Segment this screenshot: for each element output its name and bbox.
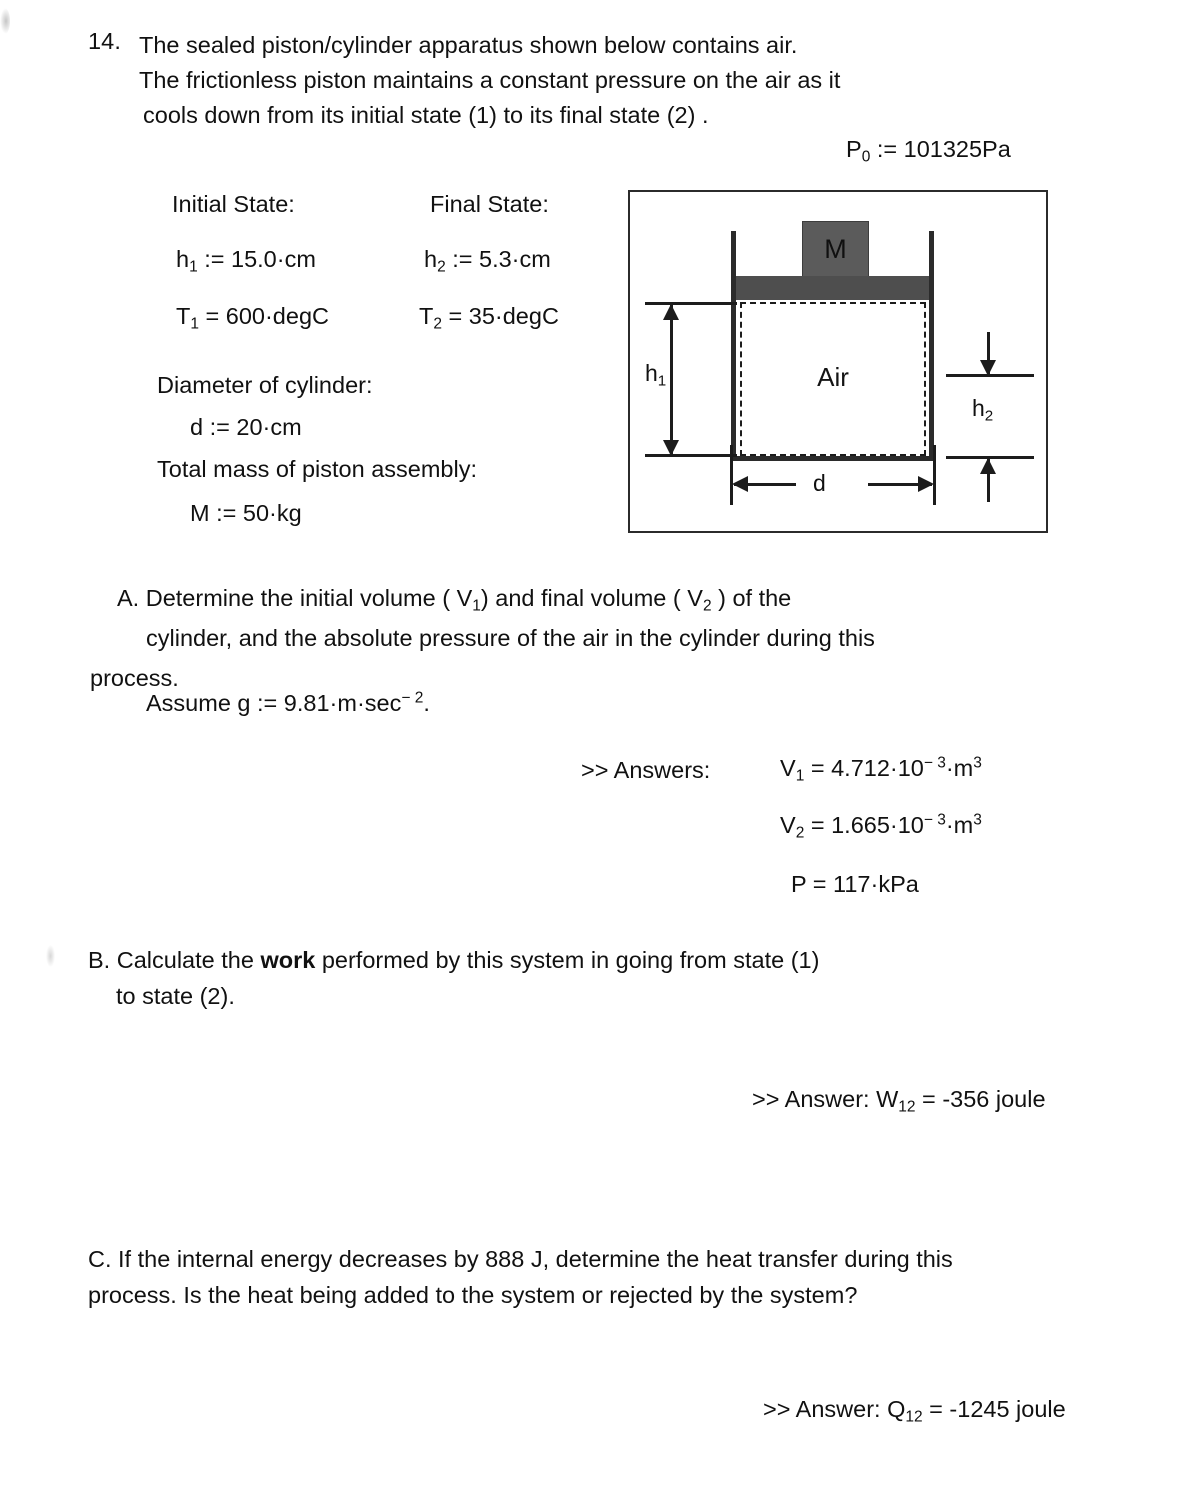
answer-v1-subscript: 1 [795,767,805,785]
t2-subscript: 2 [433,315,442,333]
answer-v2 [780,811,982,842]
t2-symbol: T [419,303,434,329]
p0-symbol: P [846,136,862,162]
part-b-text [88,942,819,1014]
h2-dimension-label [972,395,994,425]
part-b-line1-post: performed by this system in going from state (1) [315,947,820,973]
assume-gravity-pre: Assume g := 9.81·m·sec [146,690,402,716]
h1-value: := 15.0·cm [204,246,316,272]
answer-heat [763,1396,1066,1426]
part-a-line-1 [117,585,792,615]
part-c-line-2: process. Is the heat being added to the system or rejected by the system? [88,1282,858,1308]
final-state-heading: Final State: [430,191,549,217]
answer-work-value: = -356 joule [915,1086,1046,1112]
part-b-line-1 [88,947,819,973]
h2-value: := 5.3·cm [452,246,551,272]
answer-v1-exponent: − 3 [923,754,946,772]
h2-arrow-up-icon [980,458,996,474]
d-dimension-label: d [813,470,826,496]
h1-arrow-down-icon [663,440,679,456]
question-number: 14. [88,28,121,54]
assume-gravity-exponent: − 2 [401,689,424,707]
h1-dimension-label [645,360,667,390]
answer-heat-pre: >> Answer: Q [763,1396,906,1422]
part-a-line1-post: ) of the [711,585,792,611]
ambient-pressure [846,136,1011,166]
part-b-line1-pre: B. Calculate the [88,947,261,973]
piston-plate [736,276,929,300]
answer-heat-subscript: 12 [905,1408,923,1426]
h1-dimension-subscript: 1 [657,372,667,390]
diameter-definition [190,414,302,441]
h1-dimension-symbol: h [645,360,658,386]
mass-block [802,221,869,278]
air-region [740,302,926,456]
answer-heat-value: = -1245 joule [922,1396,1066,1422]
part-a-line1-mid: ) and final volume ( V [480,585,703,611]
t1-symbol: T [176,303,191,329]
answer-v2-value: = 1.665·10 [804,812,924,838]
answer-v1-value: = 4.712·10 [804,755,924,781]
part-a-v1-subscript: 1 [472,597,481,615]
h1-dimension-line [670,304,673,456]
m-symbol: M [190,500,210,526]
answer-v1-unit: ·m [945,755,974,781]
part-a-line1-pre: A. Determine the initial volume ( V [117,585,473,611]
question-line-2: The frictionless piston maintains a constant pressure on the air as it [139,67,841,93]
assume-gravity-post: . [423,690,430,716]
mass-definition [190,500,302,527]
answer-v1-unit-exponent: 3 [973,754,982,772]
answer-work [752,1086,1046,1116]
part-b-emphasis: work [260,947,316,973]
h2-dimension-subscript: 2 [984,407,994,425]
d-arrow-right-icon [918,476,934,492]
answer-v2-exponent: − 3 [923,811,946,829]
h1-definition [176,246,316,276]
piston-cylinder-diagram [628,190,1048,533]
answer-v1-symbol: V [780,755,796,781]
initial-state-heading: Initial State: [172,191,295,217]
h1-extension-line-top [645,302,737,305]
cylinder-wall-left [731,231,736,461]
t2-definition [419,303,559,333]
d-symbol: d [190,414,204,440]
cylinder-wall-right [929,231,934,461]
d-value: := 20·cm [209,414,302,440]
scan-artifact-secondary [46,945,55,967]
t1-value: = 600·degC [205,303,329,329]
d-extension-line-right [933,445,936,505]
answer-work-subscript: 12 [898,1098,916,1116]
cylinder-base [731,456,934,461]
answer-pressure: P = 117·kPa [791,871,919,897]
part-a-line-3: process. [90,665,179,691]
question-statement [139,28,840,133]
answer-v2-symbol: V [780,812,796,838]
h1-extension-line-bottom [645,454,737,457]
h2-symbol: h [424,246,438,272]
mass-block-label: M [824,234,847,264]
m-value: := 50·kg [216,500,302,526]
h2-subscript: 2 [437,258,446,276]
h2-dimension-symbol: h [972,395,985,421]
diameter-label: Diameter of cylinder: [157,372,373,398]
part-a-text [90,578,875,698]
assume-gravity [146,690,430,717]
h2-arrow-down-icon [980,360,996,376]
t2-value: = 35·degC [448,303,559,329]
answer-v2-unit: ·m [945,812,974,838]
part-a-v2-subscript: 2 [702,597,712,615]
p0-subscript: 0 [861,148,871,166]
h1-symbol: h [176,246,190,272]
t1-definition [176,303,329,333]
d-arrow-left-icon [732,476,748,492]
h2-definition [424,246,551,276]
part-a-line-2: cylinder, and the absolute pressure of the air in the cylinder during this [146,625,875,651]
part-b-line-2: to state (2). [116,983,235,1009]
answer-v1 [780,754,982,785]
question-line-3: cools down from its initial state (1) to its final state (2) . [143,102,709,128]
t1-subscript: 1 [190,315,199,333]
mass-label: Total mass of piston assembly: [157,456,477,482]
answer-v2-unit-exponent: 3 [973,811,982,829]
answers-a-label: >> Answers: [581,757,711,783]
scan-artifact [0,8,10,34]
part-c-line-1: C. If the internal energy decreases by 888 J, determine the heat transfer during this [88,1246,953,1272]
h1-subscript: 1 [189,258,198,276]
h1-arrow-up-icon [663,304,679,320]
answer-work-pre: >> Answer: W [752,1086,899,1112]
p0-value: := 101325Pa [876,136,1011,162]
question-line-1: The sealed piston/cylinder apparatus shown below contains air. [139,32,798,58]
air-region-label: Air [817,361,849,392]
part-c-text [88,1241,953,1313]
d-extension-line-left [730,445,733,505]
answer-v2-subscript: 2 [795,824,805,842]
